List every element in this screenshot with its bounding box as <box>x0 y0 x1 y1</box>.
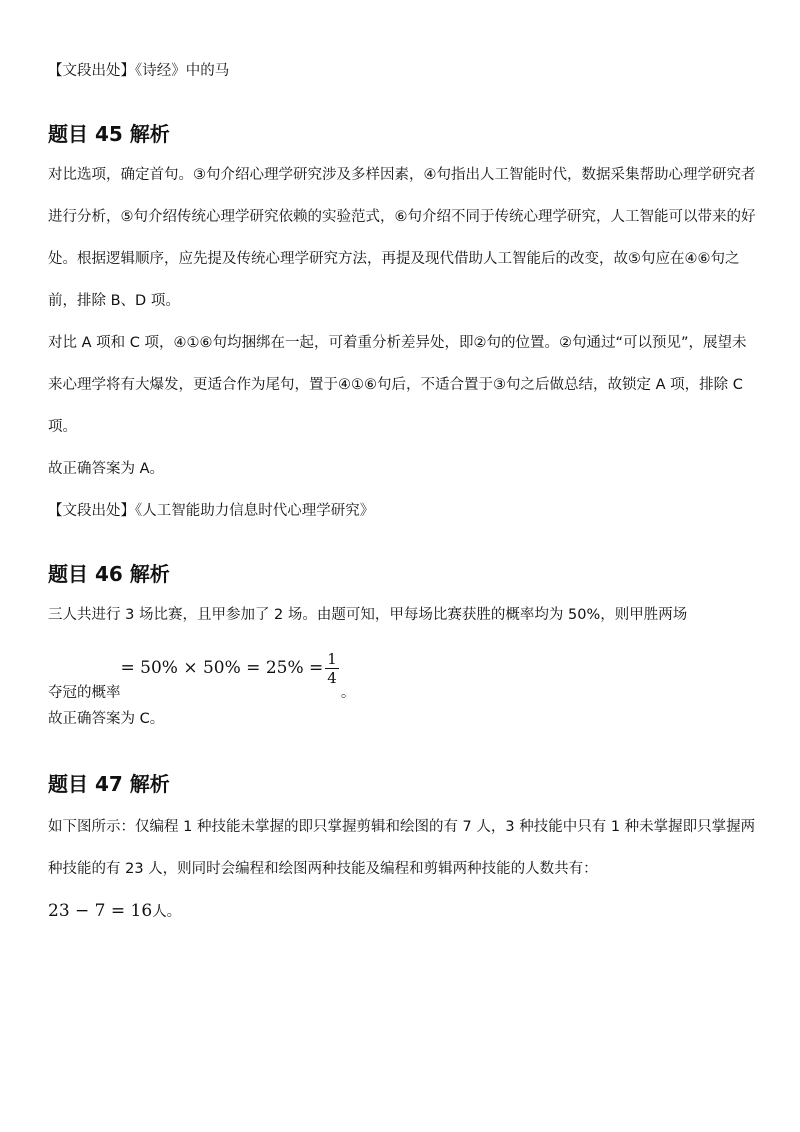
q46-probability-label: 夺冠的概率 <box>48 684 121 701</box>
q45-title: 题目 45 解析 <box>48 122 170 146</box>
q45-source: 【文段出处】《人工智能助力信息时代心理学研究》 <box>48 503 375 519</box>
q45-paragraph-2: 对比 A 项和 C 项，④①⑥句均捆绑在一起，可着重分析差异处，即②句的位置。②句通过“可以预见”，展望未来心理学将有大爆发，更适合作为尾句，置于④①⑥句后，不适合置于③句之后做总结，故锁定 A 项，排除 C 项。 <box>48 335 747 435</box>
q46-answer: 故正确答案为 C。 <box>48 711 165 727</box>
q46-title: 题目 46 解析 <box>48 562 170 586</box>
q46-formula: = 50% × 50% = 25% = <box>120 657 324 678</box>
q46-fraction-denominator: 4 <box>327 669 337 687</box>
q46-period: 。 <box>340 684 356 701</box>
q46-fraction-numerator: 1 <box>327 650 337 668</box>
q45-paragraph-1: 对比选项，确定首句。③句介绍心理学研究涉及多样因素，④句指出人工智能时代，数据采集帮助心理学研究者进行分析，⑤句介绍传统心理学研究依赖的实验范式，⑥句介绍不同于传统心理学研究，人工智能可以带来的好处。根据逻辑顺序，应先提及传统心理学研究方法，再提及现代借助人工智能后的改变，故⑤句应在④⑥句之前，排除 B、D 项。 <box>48 167 756 309</box>
q46-probability-line <box>48 650 760 701</box>
q47-title: 题目 47 解析 <box>48 772 170 796</box>
q47-unit: 人。 <box>152 904 182 920</box>
q46-paragraph-1: 三人共进行 3 场比赛，且甲参加了 2 场。由题可知，甲每场比赛获胜的概率均为 50%，则甲胜两场 <box>48 607 688 623</box>
q47-paragraph-1: 如下图所示：仅编程 1 种技能未掌握的即只掌握剪辑和绘图的有 7 人，3 种技能中只有 1 种未掌握即只掌握两种技能的有 23 人，则同时会编程和绘图两种技能及编程和剪辑两种技能的人数共有： <box>48 819 756 877</box>
q44-source: 【文段出处】《诗经》中的马 <box>48 63 230 79</box>
q46-fraction <box>325 650 339 687</box>
q47-formula: 23 − 7 = 16 <box>48 901 153 921</box>
q45-answer: 故正确答案为 A。 <box>48 461 165 477</box>
q47-formula-line <box>48 890 760 933</box>
